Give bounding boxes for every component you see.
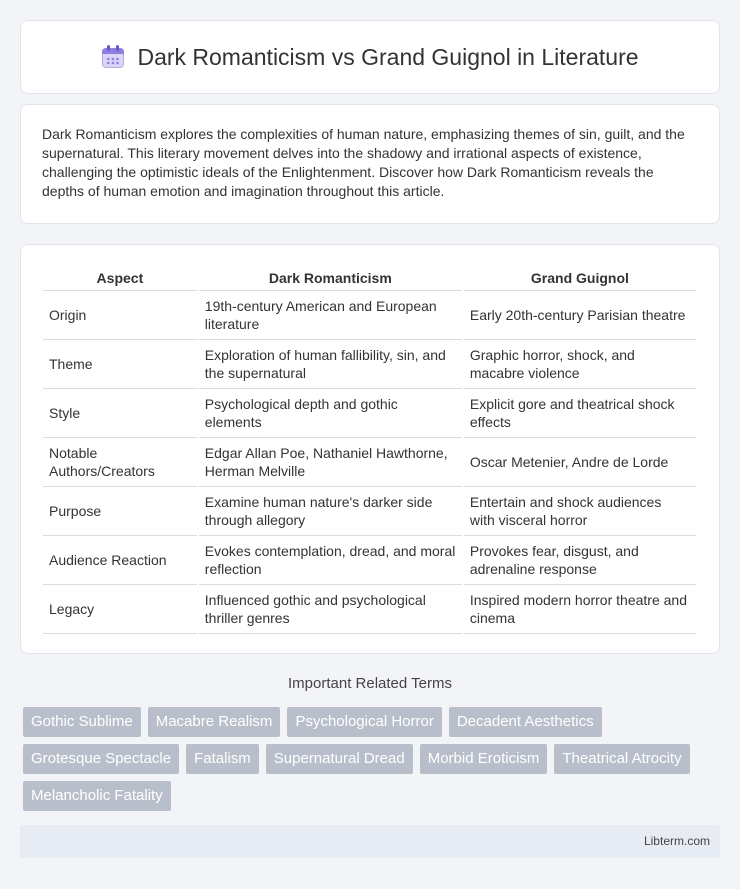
footer-brand-link[interactable]: Libterm.com [643,834,710,848]
table-cell: 19th-century American and European literature [199,291,462,340]
table-cell: Style [43,389,197,438]
column-header: Dark Romanticism [199,265,462,291]
table-row [43,487,696,536]
comparison-table-card [20,244,720,654]
table-cell: Psychological depth and gothic elements [199,389,462,438]
page-title: Dark Romanticism vs Grand Guignol in Literature [137,43,639,70]
related-terms-list [23,707,723,811]
table-cell: Exploration of human fallibility, sin, and the supernatural [199,340,462,389]
related-term-tag[interactable]: Fatalism [186,744,259,774]
table-cell: Notable Authors/Creators [43,438,197,487]
table-cell: Purpose [43,487,197,536]
table-cell: Influenced gothic and psychological thriller genres [199,585,462,634]
table-cell: Theme [43,340,197,389]
table-cell: Inspired modern horror theatre and cinema [464,585,696,634]
related-terms-heading: Important Related Terms [288,675,452,692]
table-row [43,389,696,438]
table-cell: Examine human nature's darker side through allegory [199,487,462,536]
footer [20,825,720,858]
table-cell: Explicit gore and theatrical shock effects [464,389,696,438]
table-row [43,536,696,585]
calendar-icon [101,45,125,69]
table-row [43,438,696,487]
table-cell: Oscar Metenier, Andre de Lorde [464,438,696,487]
table-cell: Provokes fear, disgust, and adrenaline response [464,536,696,585]
related-term-tag[interactable]: Theatrical Atrocity [554,744,689,774]
table-row [43,585,696,634]
related-term-tag[interactable]: Supernatural Dread [266,744,413,774]
table-cell: Entertain and shock audiences with visceral horror [464,487,696,536]
title-card [20,20,720,94]
comparison-table [41,265,698,634]
related-term-tag[interactable]: Grotesque Spectacle [23,744,179,774]
intro-text: Dark Romanticism explores the complexities of human nature, emphasizing themes of sin, guilt, and the supernatural. This literary movement delves into the shadowy and irrational aspects of existence, challenging the optimistic ideals of the Enlightenment. Discover how Dark Romanticism reveals the depths of human emotion and imagination throughout this article. [42,126,685,199]
column-header: Aspect [43,265,197,291]
table-cell: Early 20th-century Parisian theatre [464,291,696,340]
related-term-tag[interactable]: Gothic Sublime [23,707,141,737]
related-term-tag[interactable]: Psychological Horror [287,707,441,737]
table-header-row [43,265,696,291]
related-term-tag[interactable]: Macabre Realism [148,707,281,737]
table-cell: Audience Reaction [43,536,197,585]
table-cell: Evokes contemplation, dread, and moral reflection [199,536,462,585]
related-term-tag[interactable]: Decadent Aesthetics [449,707,602,737]
table-row [43,340,696,389]
table-row [43,291,696,340]
table-cell: Legacy [43,585,197,634]
intro-card [20,104,720,224]
column-header: Grand Guignol [464,265,696,291]
table-cell: Graphic horror, shock, and macabre violence [464,340,696,389]
related-term-tag[interactable]: Melancholic Fatality [23,781,171,811]
table-cell: Origin [43,291,197,340]
related-term-tag[interactable]: Morbid Eroticism [420,744,548,774]
table-cell: Edgar Allan Poe, Nathaniel Hawthorne, Herman Melville [199,438,462,487]
